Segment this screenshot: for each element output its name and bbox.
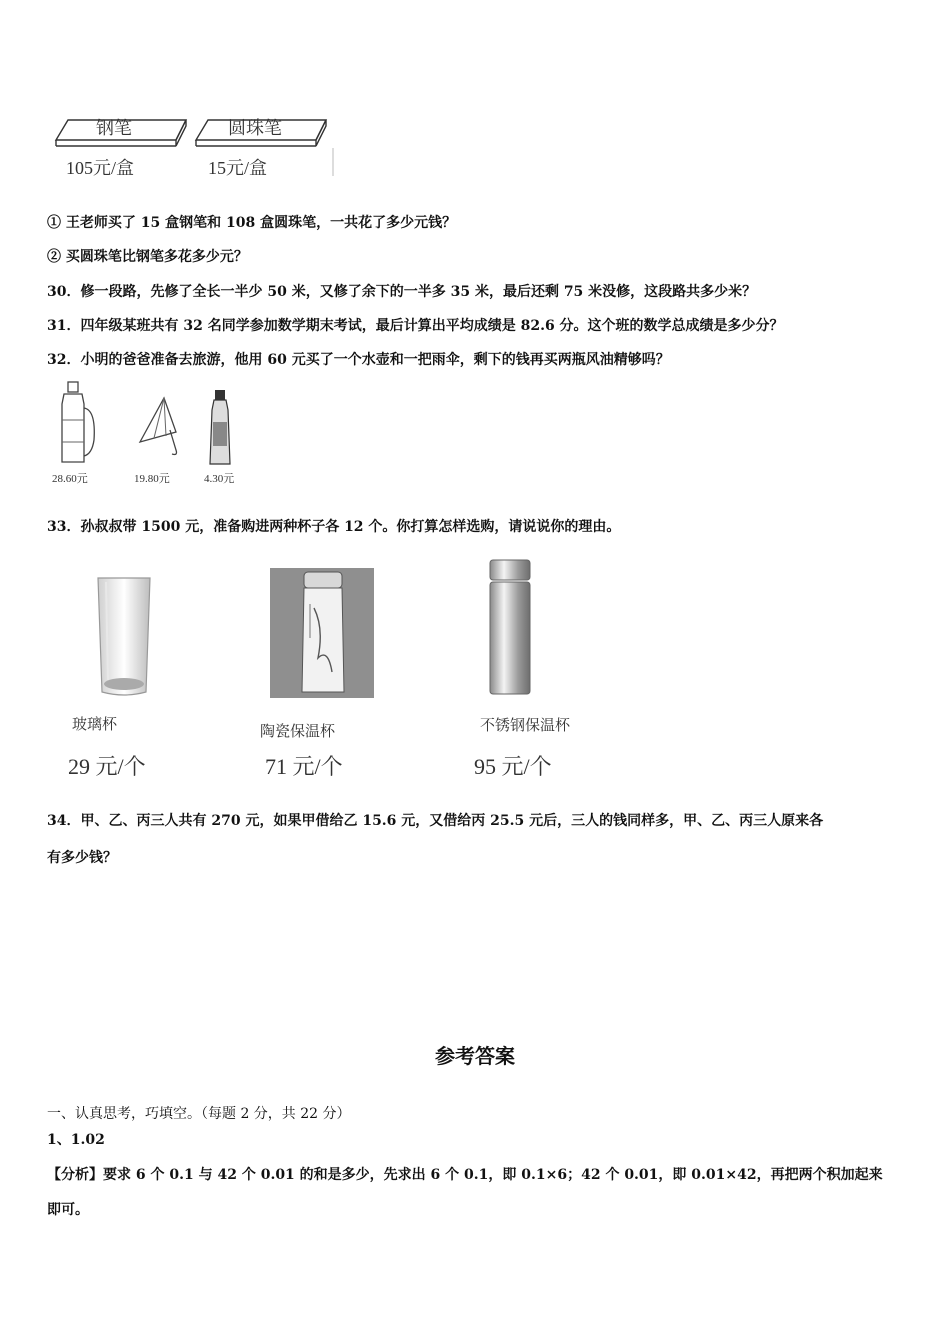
glass-cup-price: 29 元/个 xyxy=(68,754,146,779)
question-31: 31．四年级某班共有 32 名同学参加数学期末考试，最后计算出平均成绩是 82.6 分。这个班的数学总成绩是多少分？ xyxy=(47,318,784,334)
steel-cup-name: 不锈钢保温杯 xyxy=(480,716,571,734)
ceramic-cup-icon xyxy=(270,568,374,698)
q32-items xyxy=(48,378,258,488)
answers-section-1: 一、认真思考，巧填空。（每题 2 分，共 22 分） xyxy=(47,1106,351,1122)
question-33: 33．孙叔叔带 1500 元，准备购进两种杯子各 12 个。你打算怎样选购，请说说你的理由。 xyxy=(47,519,621,535)
ceramic-cup-price: 71 元/个 xyxy=(265,754,343,779)
ballpen-price: 15元/盒 xyxy=(208,158,268,178)
question-30: 30．修一段路，先修了全长一半少 50 米，又修了余下的一半多 35 米，最后还剩 75 米没修，这段路共多少米？ xyxy=(47,284,757,300)
answer-1: 1、1.02 xyxy=(47,1132,105,1148)
answers-title: 参考答案 xyxy=(435,1044,515,1068)
ceramic-cup-photo xyxy=(270,568,374,698)
question-32: 32．小明的爸爸准备去旅游，他用 60 元买了一个水壶和一把雨伞，剩下的钱再买两瓶风油精够吗？ xyxy=(47,352,670,368)
pen-boxes-figure xyxy=(50,104,340,184)
analysis-line1: 【分析】要求 6 个 0.1 与 42 个 0.01 的和是多少，先求出 6 个 0.1，即 0.1×6；42 个 0.01，即 0.01×42，再把两个积加起来 xyxy=(47,1167,883,1183)
kettle-icon xyxy=(50,380,100,468)
question-34-line2: 有多少钱？ xyxy=(47,850,117,866)
glass-cup-name: 玻璃杯 xyxy=(72,715,118,733)
question-34-line1: 34．甲、乙、丙三人共有 270 元，如果甲借给乙 15.6 元，又借给丙 25.5 元后，三人的钱同样多，甲、乙、丙三人原来各 xyxy=(47,813,824,829)
q29-sub2: ② 买圆珠笔比钢笔多花多少元？ xyxy=(47,249,248,265)
steel-cup-icon xyxy=(486,558,534,698)
umbrella-price: 19.80元 xyxy=(134,473,170,485)
q29-sub1: ① 王老师买了 15 盒钢笔和 108 盒圆珠笔，一共花了多少元钱？ xyxy=(47,215,457,231)
ballpen-box-label: 圆珠笔 xyxy=(228,118,282,139)
kettle-price: 28.60元 xyxy=(52,473,88,485)
steel-cup-price: 95 元/个 xyxy=(474,754,552,779)
analysis-line2: 即可。 xyxy=(47,1202,89,1218)
oil-bottle-price: 4.30元 xyxy=(204,473,235,485)
glass-cup-icon xyxy=(96,576,152,698)
umbrella-icon xyxy=(134,392,184,464)
ceramic-cup-name: 陶瓷保温杯 xyxy=(260,722,336,740)
oil-bottle-icon xyxy=(202,388,238,468)
pen-price: 105元/盒 xyxy=(66,158,135,178)
pen-box-label: 钢笔 xyxy=(96,118,132,139)
